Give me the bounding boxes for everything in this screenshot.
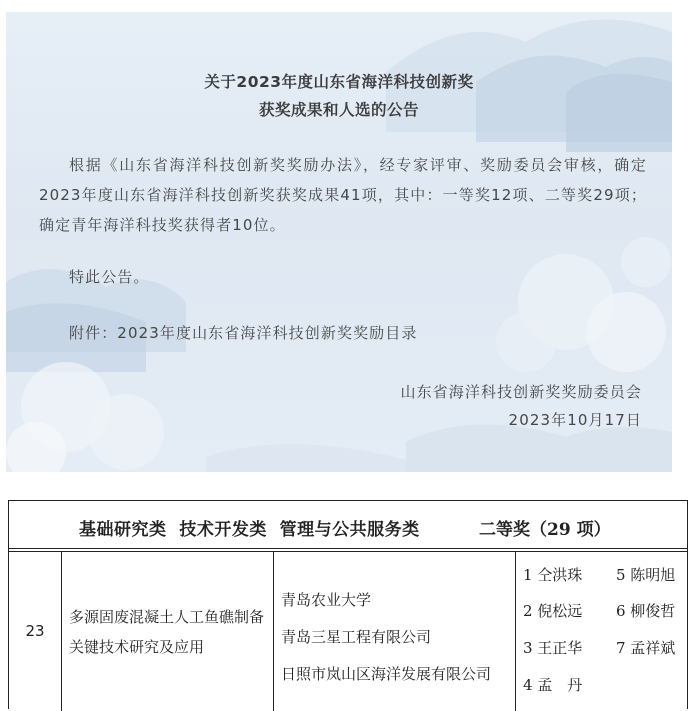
person: 7 孟祥斌 (616, 639, 676, 657)
organization: 日照市岚山区海洋发展有限公司 (281, 665, 492, 683)
notice-panel (6, 12, 672, 472)
signature-date: 2023年10月17日 (508, 411, 642, 429)
person: 2 倪松远 (523, 602, 583, 620)
organization: 青岛三星工程有限公司 (281, 628, 432, 646)
row-number: 23 (25, 622, 45, 640)
award-table-header (9, 501, 687, 549)
organizations-cell (281, 582, 521, 693)
table-row (9, 551, 687, 710)
notice-title-line1: 关于2023年度山东省海洋科技创新奖 (204, 73, 474, 91)
person: 6 柳俊哲 (616, 602, 676, 620)
person: 5 陈明旭 (616, 566, 676, 584)
column-divider (61, 552, 62, 711)
notice-title-line2: 获奖成果和人选的公告 (258, 101, 419, 119)
person: 1 仝洪珠 (523, 566, 583, 584)
person: 4 孟 丹 (523, 676, 583, 694)
column-divider (273, 552, 274, 711)
signature-organization: 山东省海洋科技创新奖奖励委员会 (400, 383, 642, 401)
award-table (8, 500, 688, 709)
organization: 青岛农业大学 (281, 591, 372, 609)
person: 3 王正华 (523, 639, 583, 657)
notice-paragraph-closing: 特此公告。 (69, 268, 150, 286)
project-name: 多源固废混凝土人工鱼礁制备关键技术研究及应用 (69, 608, 265, 656)
award-level: 二等奖（29 项） (479, 520, 611, 540)
award-categories: 基础研究类 技术开发类 管理与公共服务类 (79, 520, 420, 540)
notice-attachment: 附件：2023年度山东省海洋科技创新奖奖励目录 (69, 324, 418, 342)
notice-paragraph-main: 根据《山东省海洋科技创新奖奖励办法》，经专家评审、奖励委员会审核，确定2023年度山东省海洋科技创新奖获奖成果41项，其中：一等奖12项、二等奖29项；确定青年海洋科技奖获得者10位。 (39, 156, 647, 234)
